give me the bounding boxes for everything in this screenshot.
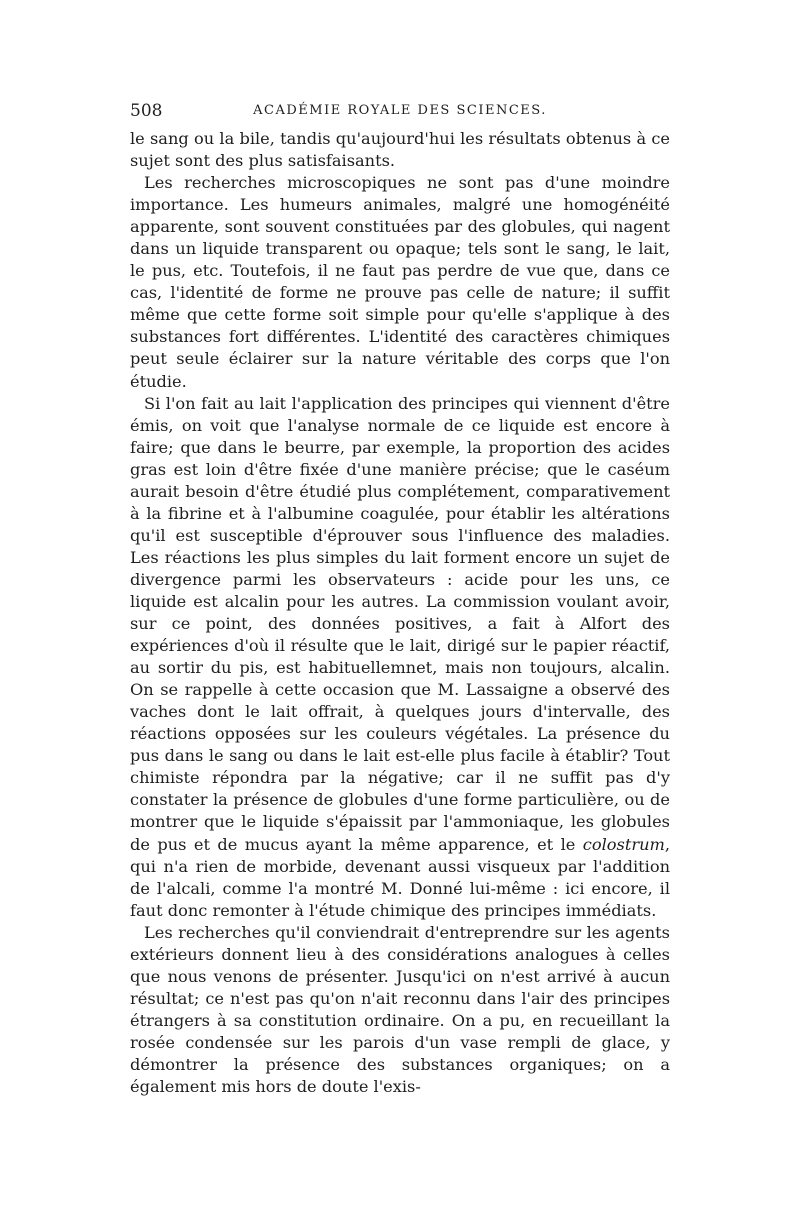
paragraph-milk-analysis <box>130 393 670 922</box>
paragraph-continuation: le sang ou la bile, tandis qu'aujourd'hui les résultats obtenus à ce sujet sont des plus satisfaisants. <box>130 129 670 171</box>
running-head <box>130 98 670 124</box>
paragraph-milk-text-before: Si l'on fait au lait l'application des principes qui viennent d'être émis, on voit que l'analyse normale de ce liquide est encore à faire; que dans le beurre, par exemple, la proportion des acides gras est loin d'être fixée d'une manière précise; que le caséum aurait besoin d'être étudié plus complétement, comparativement à la fibrine et à l'albumine coagulée, pour établir les altérations qu'il est susceptible d'éprouver sous l'influence des maladies. Les réactions les plus simples du lait forment encore un sujet de divergence parmi les observateurs : acide pour les uns, ce liquide est alcalin pour les autres. La commission voulant avoir, sur ce point, des données positives, a fait à Alfort des expériences d'où il résulte que le lait, dirigé sur le papier réactif, au sortir du pis, est habituellemnet, mais non toujours, alcalin. On se rappelle à cette occasion que M. Lassaigne a observé des vaches dont le lait offrait, à quelques jours d'intervalle, des réactions opposées sur les couleurs végétales. La présence du pus dans le sang ou dans le lait est-elle plus facile à établir? Tout chimiste répondra par la négative; car il ne suffit pas d'y constater la présence de globules d'une forme particulière, ou de montrer que le liquide s'épaissit par l'ammoniaque, les globules de pus et de mucus ayant la même apparence, et le <box>130 393 670 854</box>
paragraph-milk-text-after: , qui n'a rien de morbide, devenant aussi visqueux par l'addition de l'alcali, comme l'a montré M. Donné lui-même : ici encore, il faut donc remonter à l'étude chimique des principes immédiats. <box>130 834 670 920</box>
colostrum-term: colostrum <box>582 834 665 854</box>
running-title: ACADÉMIE ROYALE DES SCIENCES. <box>253 103 547 118</box>
paragraph-external-agents: Les recherches qu'il conviendrait d'entreprendre sur les agents extérieurs donnent lieu à des considérations analogues à celles que nous venons de présenter. Jusqu'ici on n'est arrivé à aucun résultat; ce n'est pas qu'on n'ait reconnu dans l'air des principes étrangers à sa constitution ordinaire. On a pu, en recueillant la rosée condensée sur les parois d'un vase rempli de glace, y démontrer la présence des substances organiques; on a également mis hors de doute l'exis- <box>130 922 670 1097</box>
book-page <box>130 98 670 1098</box>
body-text <box>130 128 670 1098</box>
page-number: 508 <box>130 101 163 121</box>
paragraph-microscopic-research: Les recherches microscopiques ne sont pas d'une moindre importance. Les humeurs animales, malgré une homogénéité apparente, sont souvent constituées par des globules, qui nagent dans un liquide transparent ou opaque; tels sont le sang, le lait, le pus, etc. Toutefois, il ne faut pas perdre de vue que, dans ce cas, l'identité de forme ne prouve pas celle de nature; il suffit même que cette forme soit simple pour qu'elle s'applique à des substances fort différentes. L'identité des caractères chimiques peut seule éclairer sur la nature véritable des corps que l'on étudie. <box>130 173 670 391</box>
